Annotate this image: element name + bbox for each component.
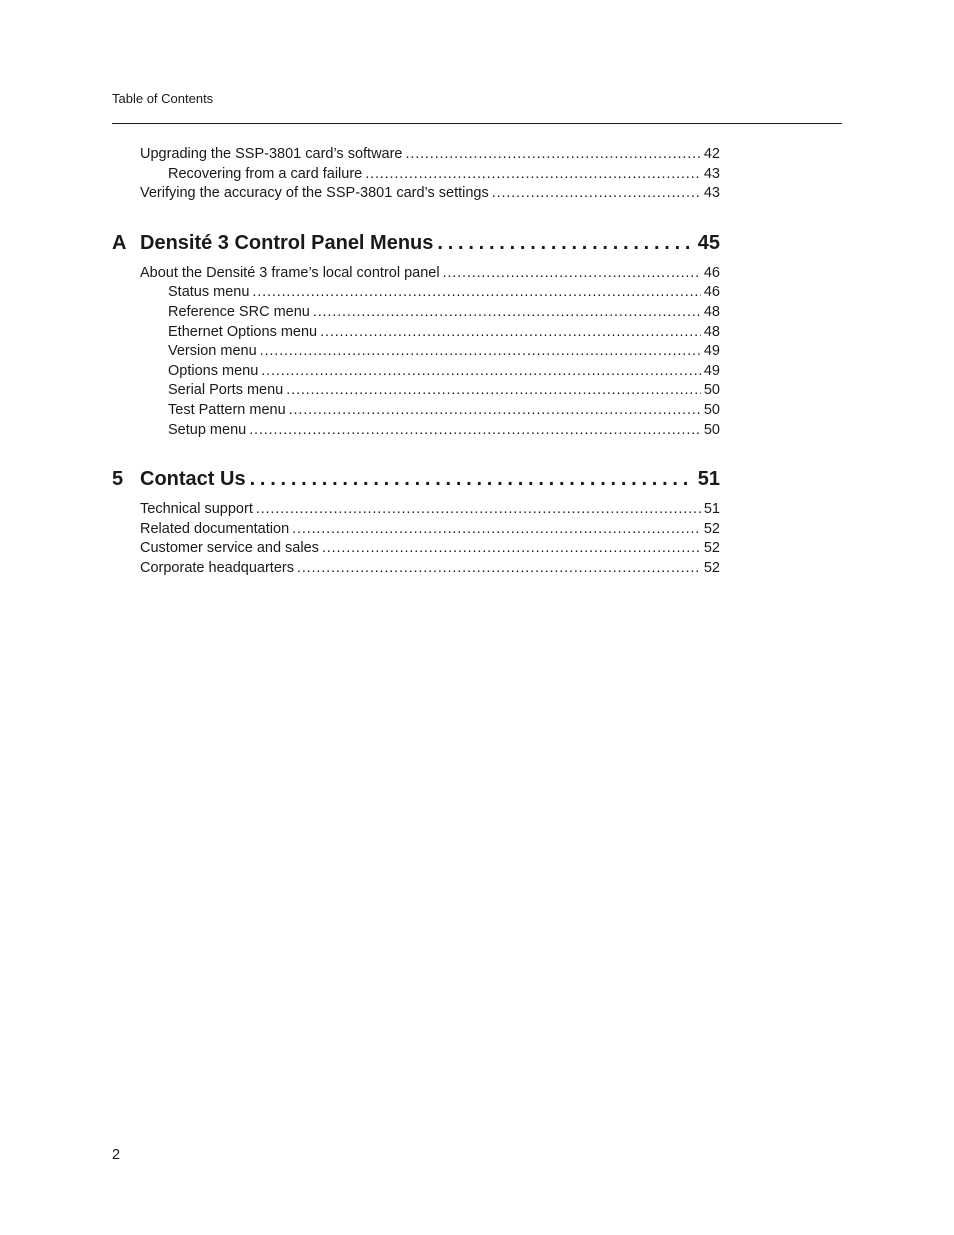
toc-entry-version-menu[interactable] xyxy=(112,342,720,362)
toc-entry-page: 42 xyxy=(703,146,720,162)
toc-entry-page: 43 xyxy=(703,165,720,182)
toc-entry-page: 52 xyxy=(703,540,720,557)
toc-entry-status-menu[interactable] xyxy=(112,283,720,303)
dot-leader xyxy=(313,303,701,323)
toc-entry-title: About the Densité 3 frame’s local control panel xyxy=(140,264,440,281)
toc-entry-test-pattern-menu[interactable] xyxy=(112,401,720,421)
dot-leader xyxy=(406,145,701,165)
toc-entry-related-documentation[interactable] xyxy=(112,520,720,540)
chapter-title: Contact Us xyxy=(140,468,246,491)
chapter-number: 5 xyxy=(112,468,124,491)
dot-leader xyxy=(437,230,693,256)
header-rule xyxy=(112,123,842,124)
toc-entry-reference-src-menu[interactable] xyxy=(112,303,720,323)
toc-entry-title: Technical support xyxy=(140,501,253,518)
dot-leader xyxy=(286,381,701,401)
toc-entry-title: Version menu xyxy=(168,343,257,360)
dot-leader xyxy=(289,401,701,421)
dot-leader xyxy=(365,165,701,185)
chapter-page: 45 xyxy=(697,231,720,254)
toc-entry-title: Test Pattern menu xyxy=(168,401,286,418)
toc-entry-recovering-card-failure[interactable] xyxy=(112,165,720,185)
toc-entry-ethernet-options-menu[interactable] xyxy=(112,323,720,343)
dot-leader xyxy=(250,466,694,492)
toc-entry-verifying-settings[interactable] xyxy=(112,184,720,204)
toc-entry-customer-service[interactable] xyxy=(112,539,720,559)
dot-leader xyxy=(256,500,701,520)
dot-leader xyxy=(322,539,701,559)
dot-leader xyxy=(443,264,701,284)
toc-entry-corporate-headquarters[interactable] xyxy=(112,559,720,579)
page-number: 2 xyxy=(112,1147,121,1163)
toc-entry-page: 46 xyxy=(703,264,720,281)
toc-entry-page: 48 xyxy=(703,303,720,320)
toc-entry-serial-ports-menu[interactable] xyxy=(112,381,720,401)
chapter-page: 51 xyxy=(697,468,720,491)
dot-leader xyxy=(249,421,701,441)
toc-entry-page: 49 xyxy=(703,343,720,360)
toc-entry-title: Customer service and sales xyxy=(140,540,319,557)
toc-entry-setup-menu[interactable] xyxy=(112,421,720,441)
toc-entry-page: 52 xyxy=(703,559,720,576)
toc-entry-page: 43 xyxy=(703,185,720,202)
running-head: Table of Contents xyxy=(112,91,214,106)
toc-entry-options-menu[interactable] xyxy=(112,362,720,382)
toc-entry-about-control-panel[interactable] xyxy=(112,264,720,284)
dot-leader xyxy=(492,184,701,204)
dot-leader xyxy=(297,559,701,579)
toc-entry-page: 50 xyxy=(703,382,720,399)
toc-entry-title: Ethernet Options menu xyxy=(168,323,318,340)
chapter-number: A xyxy=(112,231,127,254)
toc-entry-page: 50 xyxy=(703,421,720,438)
toc-entry-title: Setup menu xyxy=(168,421,247,438)
toc-entry-upgrading-software[interactable] xyxy=(112,145,720,165)
dot-leader xyxy=(252,283,700,303)
toc-entry-title: Reference SRC menu xyxy=(168,303,310,320)
dot-leader xyxy=(292,520,701,540)
dot-leader xyxy=(261,362,701,382)
toc-chapter-a[interactable] xyxy=(112,230,720,256)
toc-entry-title: Options menu xyxy=(168,362,259,379)
toc-entry-page: 51 xyxy=(703,501,720,518)
table-of-contents xyxy=(112,145,720,579)
dot-leader xyxy=(320,323,701,343)
chapter-title: Densité 3 Control Panel Menus xyxy=(140,231,434,254)
toc-entry-title: Related documentation xyxy=(140,520,290,537)
toc-entry-title: Verifying the accuracy of the SSP-3801 card’s settings xyxy=(140,185,489,202)
toc-chapter-5[interactable] xyxy=(112,466,720,492)
dot-leader xyxy=(260,342,701,362)
toc-entry-title: Serial Ports menu xyxy=(168,382,284,399)
toc-entry-page: 46 xyxy=(703,284,720,301)
toc-entry-page: 50 xyxy=(703,401,720,418)
toc-entry-title: Recovering from a card failure xyxy=(168,165,363,182)
toc-entry-title: Corporate headquarters xyxy=(140,559,294,576)
toc-entry-technical-support[interactable] xyxy=(112,500,720,520)
toc-entry-page: 49 xyxy=(703,362,720,379)
toc-entry-page: 52 xyxy=(703,520,720,537)
toc-entry-title: Status menu xyxy=(168,284,250,301)
toc-entry-page: 48 xyxy=(703,323,720,340)
toc-entry-title: Upgrading the SSP-3801 card’s software xyxy=(140,146,403,162)
